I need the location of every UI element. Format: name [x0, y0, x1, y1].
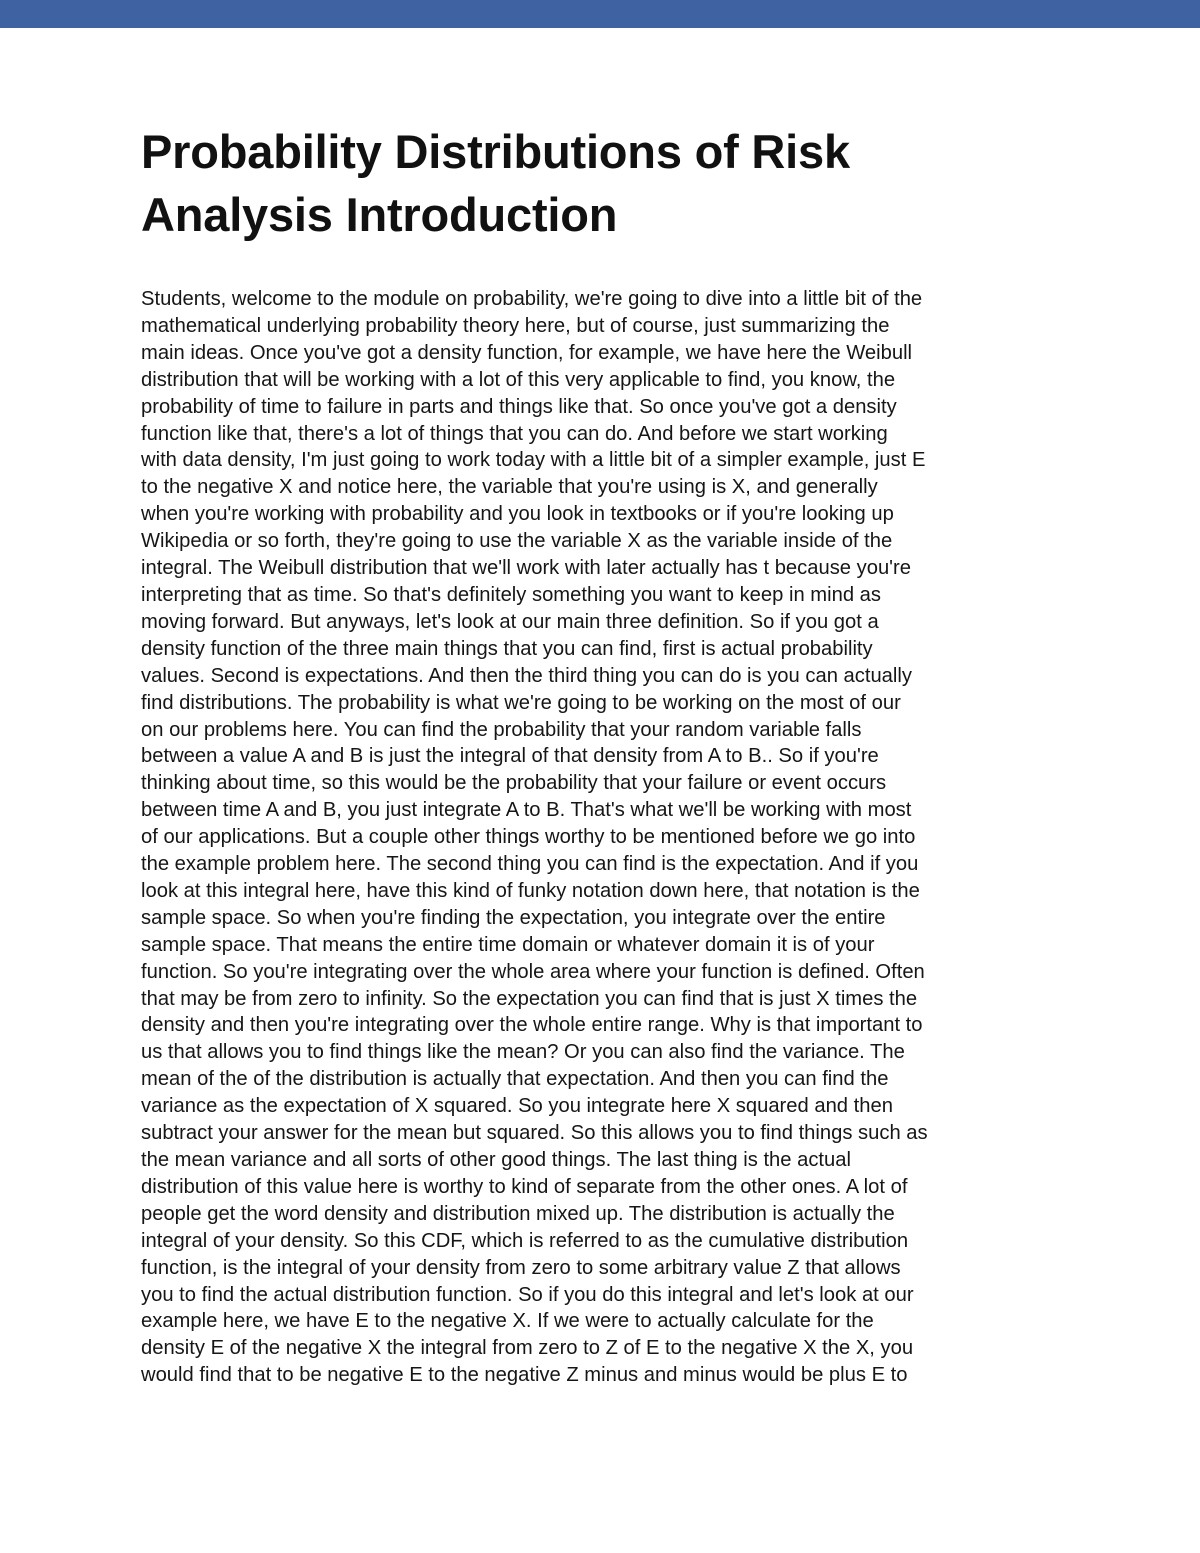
- body-line: density E of the negative X the integral from zero to Z of E to the negative X the X, you: [141, 1337, 914, 1360]
- body-line: thinking about time, so this would be the probability that your failure or event occurs: [141, 772, 887, 795]
- body-line: Students, welcome to the module on probability, we're going to dive into a little bit of the: [141, 288, 923, 310]
- body-line: function, is the integral of your density from zero to some arbitrary value Z that allows: [141, 1256, 901, 1279]
- header-accent-bar: [0, 0, 1200, 28]
- body-line: on our problems here. You can find the probability that your random variable falls: [141, 718, 862, 741]
- body-line: variance as the expectation of X squared. So you integrate here X squared and then: [141, 1095, 893, 1118]
- body-line: subtract your answer for the mean but squared. So this allows you to find things such as: [141, 1122, 928, 1145]
- body-line: main ideas. Once you've got a density function, for example, we have here the Weibull: [141, 341, 913, 364]
- body-line: the example problem here. The second thing you can find is the expectation. And if you: [141, 853, 919, 876]
- body-line: between a value A and B is just the integral of that density from A to B.. So if you're: [141, 745, 879, 768]
- body-line: probability of time to failure in parts and things like that. So once you've got a density: [141, 395, 897, 418]
- body-line: when you're working with probability and you look in textbooks or if you're looking up: [141, 503, 894, 526]
- body-line: integral. The Weibull distribution that we'll work with later actually has t because you're: [141, 557, 911, 580]
- body-line: the mean variance and all sorts of other good things. The last thing is the actual: [141, 1149, 851, 1171]
- body-line: Wikipedia or so forth, they're going to use the variable X as the variable inside of the: [141, 530, 893, 553]
- body-line: between time A and B, you just integrate A to B. That's what we'll be working with most: [141, 799, 912, 822]
- body-line: example here, we have E to the negative X. If we were to actually calculate for the: [141, 1310, 874, 1333]
- body-line: interpreting that as time. So that's definitely something you want to keep in mind as: [141, 583, 881, 606]
- body-line: integral of your density. So this CDF, which is referred to as the cumulative distribution: [141, 1229, 909, 1252]
- body-line: you to find the actual distribution function. So if you do this integral and let's look at our: [141, 1283, 914, 1306]
- body-line: people get the word density and distribution mixed up. The distribution is actually the: [141, 1202, 895, 1225]
- body-line: mean of the of the distribution is actually that expectation. And then you can find the: [141, 1068, 889, 1091]
- body-line: find distributions. The probability is what we're going to be working on the most of our: [141, 691, 901, 714]
- body-line: distribution of this value here is worthy to kind of separate from the other ones. A lot of: [141, 1175, 908, 1198]
- body-line: that may be from zero to infinity. So the expectation you can find that is just X times the: [141, 987, 918, 1010]
- body-line: sample space. That means the entire time domain or whatever domain it is of your: [141, 933, 875, 956]
- body-line: with data density, I'm just going to work today with a little bit of a simpler example, just E: [141, 449, 926, 472]
- body-line: values. Second is expectations. And then the third thing you can do is you can actually: [141, 664, 912, 687]
- body-line: of our applications. But a couple other things worthy to be mentioned before we go into: [141, 826, 916, 849]
- body-line: us that allows you to find things like the mean? Or you can also find the variance. The: [141, 1041, 905, 1064]
- body-line: to the negative X and notice here, the variable that you're using is X, and generally: [141, 476, 878, 499]
- body-line: would find that to be negative E to the negative Z minus and minus would be plus E to: [141, 1364, 908, 1387]
- body-line: mathematical underlying probability theory here, but of course, just summarizing the: [141, 314, 890, 337]
- document-title: [141, 120, 1066, 246]
- body-line: look at this integral here, have this kind of funky notation down here, that notation is the: [141, 879, 920, 902]
- document-title-line: Analysis Introduction: [141, 188, 618, 241]
- body-line: density and then you're integrating over the whole entire range. Why is that important to: [141, 1014, 923, 1037]
- document-body: [141, 286, 1066, 1389]
- document-title-line: Probability Distributions of Risk: [141, 125, 850, 178]
- body-line: sample space. So when you're finding the expectation, you integrate over the entire: [141, 906, 886, 929]
- body-line: distribution that will be working with a lot of this very applicable to find, you know, the: [141, 368, 896, 391]
- body-line: density function of the three main things that you can find, first is actual probability: [141, 637, 873, 660]
- document-page: [141, 120, 1066, 1387]
- body-line: function. So you're integrating over the whole area where your function is defined. Often: [141, 960, 925, 983]
- body-line: moving forward. But anyways, let's look at our main three definition. So if you got a: [141, 610, 879, 633]
- body-line: function like that, there's a lot of things that you can do. And before we start working: [141, 422, 888, 445]
